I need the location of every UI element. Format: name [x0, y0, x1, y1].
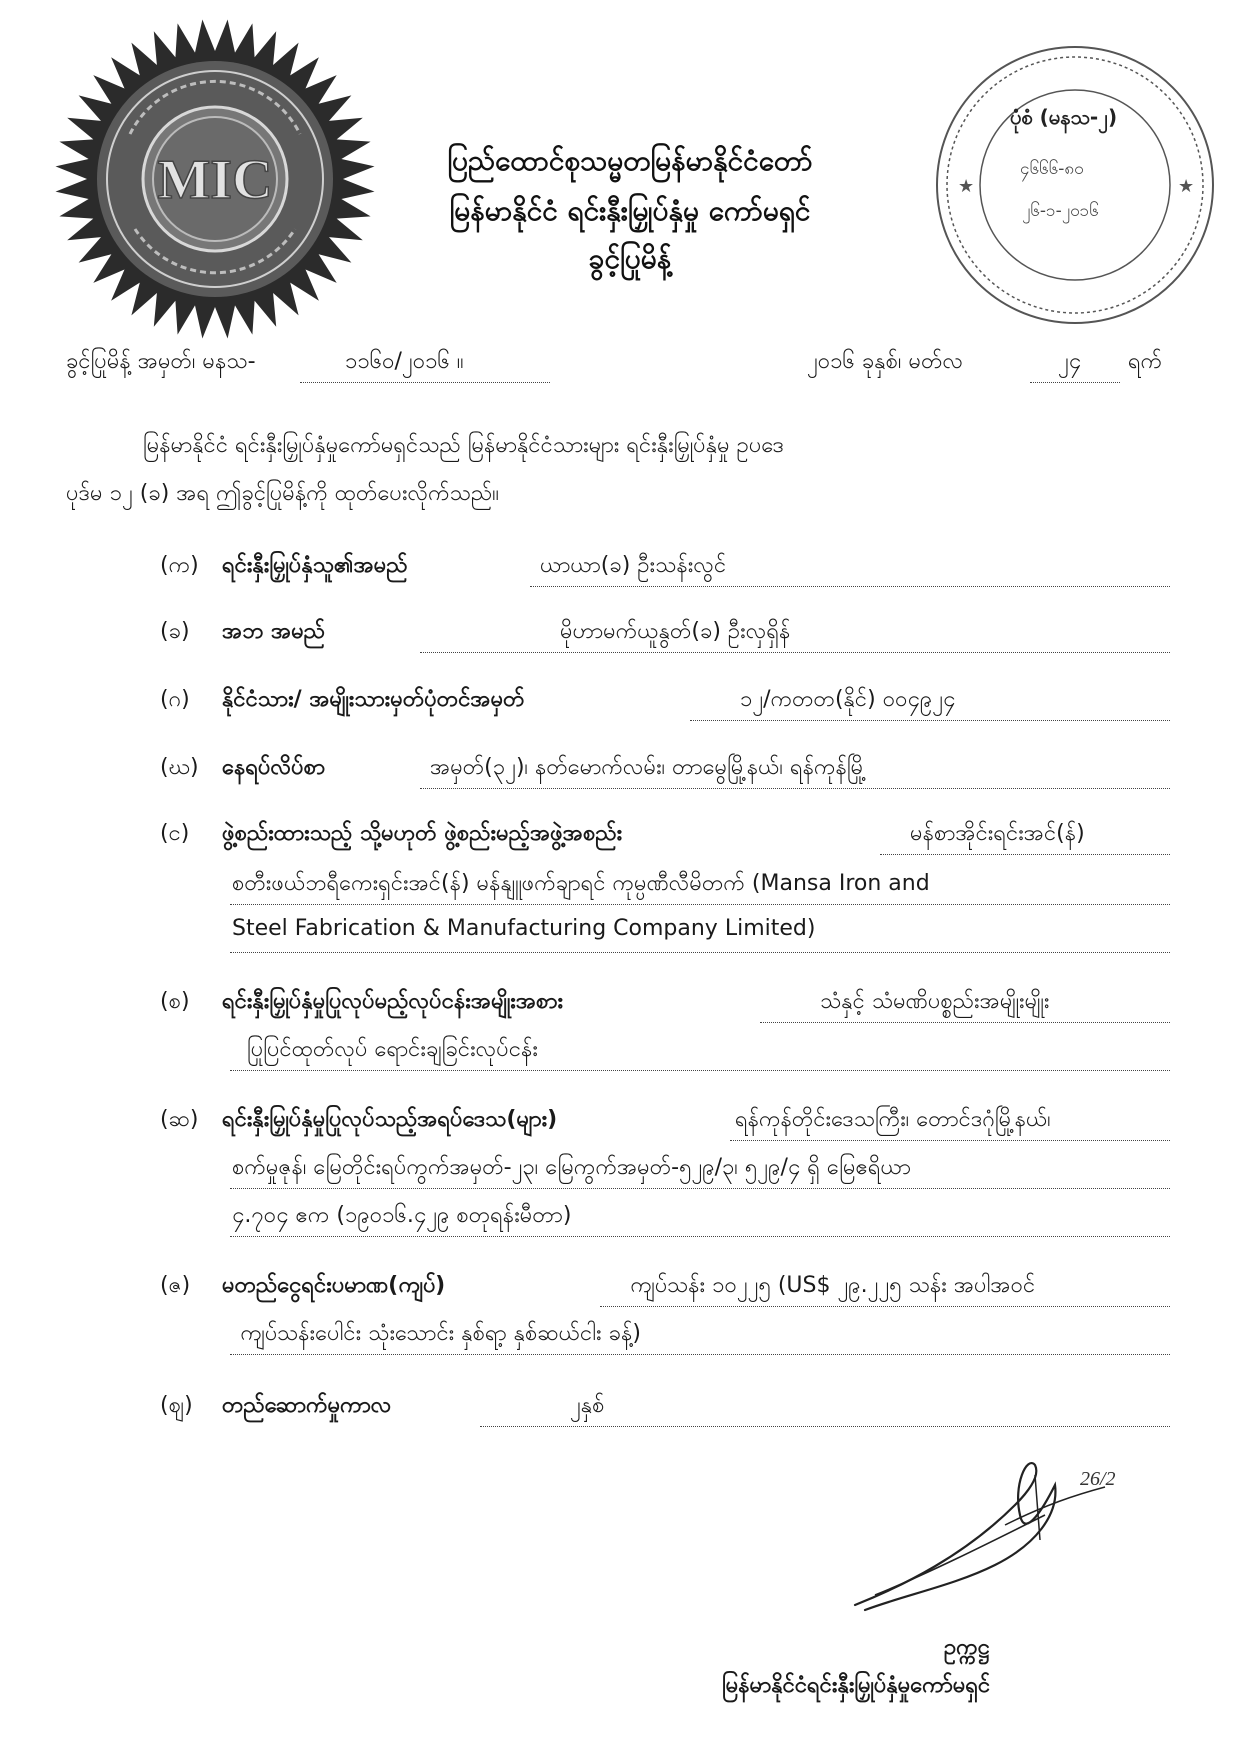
- stamp-date: ၂၆-၁-၂၀၁၆: [1022, 201, 1099, 221]
- permit-date-day: ၂၄: [1058, 349, 1082, 374]
- stamp-ref-number: ၄၆၆၆-၈၀: [1020, 159, 1084, 179]
- item-number: (စ): [160, 989, 190, 1014]
- item-label-location: ရင်းနှီးမြှုပ်နှံမှုပြုလုပ်သည့်အရပ်ဒေသ(များ): [222, 1107, 558, 1132]
- item-value-nrc: ၁၂/ကတတ(နိုင်) ၀၀၄၉၂၄: [740, 687, 956, 712]
- item-value-father-name: မိုဟာမက်ယူနွတ်(ခ) ဦးလှရှိန်: [560, 619, 791, 644]
- intro-line-2: ပုဒ်မ ၁၂ (ခ) အရ ဤခွင့်ပြုမိန့်ကို ထုတ်ပေးလိုက်သည်။: [66, 481, 499, 506]
- item-value-business-type: သံနှင့် သံမဏိပစ္စည်းအမျိုးမျိုး: [820, 989, 1050, 1014]
- signatory-title: ဥက္ကဋ္ဌ: [944, 1635, 990, 1660]
- permit-ref-value: ၁၁၆၀/၂၀၁၆ ။: [345, 349, 464, 374]
- item-value-location-line-3: ၄.၇၀၄ ဧက (၁၉၀၁၆.၄၂၉ စတုရန်းမီတာ): [232, 1203, 572, 1228]
- item-number: (က): [160, 553, 199, 578]
- seal-text: MIC: [157, 149, 273, 211]
- item-value-organization-line-3: Steel Fabrication & Manufacturing Company Limited): [232, 916, 816, 941]
- intro-line-1: မြန်မာနိုင်ငံ ရင်းနှီးမြှုပ်နှံမှုကော်မရှင်သည် မြန်မာနိုင်ငံသားများ ရင်းနှီးမြှုပ်နှံမှု ဥပဒေ: [143, 433, 784, 458]
- permit-date-suffix: ရက်: [1128, 349, 1163, 374]
- item-label-capital: မတည်ငွေရင်းပမာဏ(ကျပ်): [222, 1273, 446, 1298]
- item-number: (ဇ): [160, 1273, 191, 1298]
- item-label-business-type: ရင်းနှီးမြှုပ်နှံမှုပြုလုပ်မည့်လုပ်ငန်းအမျိုးအစား: [222, 989, 564, 1014]
- signature-mark: 26/2: [1080, 1468, 1116, 1490]
- item-label-investor-name: ရင်းနှီးမြှုပ်နှံသူ၏အမည်: [222, 553, 408, 578]
- item-value-organization: မန်စာအိုင်းရင်းအင်(န်): [910, 821, 1085, 846]
- item-value-capital-line-2: ကျပ်သန်းပေါင်း သုံးသောင်း နှစ်ရာ့ နှစ်ဆယ်ငါး ခန့်): [240, 1321, 641, 1346]
- item-value-construction-period: ၂နှစ်: [570, 1393, 605, 1418]
- item-number: (င): [160, 821, 190, 846]
- item-label-organization: ဖွဲ့စည်းထားသည့် သို့မဟုတ် ဖွဲ့စည်းမည့်အဖွဲ့အစည်း: [222, 821, 623, 846]
- item-value-location-line-2: စက်မှုဇုန်၊ မြေတိုင်းရပ်ကွက်အမှတ်-၂၃၊ မြေကွက်အမှတ်-၅၂၉/၃၊ ၅၂၉/၄ ရှိ မြေဧရိယာ: [232, 1155, 911, 1180]
- header-line-2: မြန်မာနိုင်ငံ ရင်းနှီးမြှုပ်နှံမှု ကော်မရှင်: [449, 194, 811, 227]
- stamp-form-number: ပုံစံ (မနသ-၂): [1010, 105, 1118, 129]
- permit-ref-label: ခွင့်ပြုမိန့် အမှတ်၊ မနသ-: [66, 349, 256, 374]
- item-label-construction-period: တည်ဆောက်မှုကာလ: [222, 1393, 392, 1418]
- item-label-address: နေရပ်လိပ်စာ: [222, 755, 326, 780]
- item-value-organization-line-2: စတီးဖယ်ဘရီကေးရှင်းအင်(န်) မန်နျူဖက်ချာရင် ကုမ္ပဏီလီမိတက် (Mansa Iron and: [232, 871, 930, 896]
- mic-seal-image: [50, 14, 380, 344]
- item-number: (ခ): [160, 619, 190, 644]
- header-line-1: ပြည်ထောင်စုသမ္မတမြန်မာနိုင်ငံတော်: [447, 144, 813, 177]
- handwritten-signature: [845, 1445, 1145, 1615]
- item-value-address: အမှတ်(၃၂)၊ နတ်မောက်လမ်း၊ တာမွေမြို့နယ်၊ ရန်ကုန်မြို့: [430, 755, 867, 780]
- permit-date-year: ၂၀၁၆ ခုနှစ်၊ မတ်လ: [807, 349, 964, 374]
- svg-text:★: ★: [958, 176, 975, 197]
- item-label-nrc: နိုင်ငံသား/ အမျိုးသားမှတ်ပုံတင်အမှတ်: [222, 687, 525, 712]
- item-number: (ဈ): [160, 1393, 193, 1418]
- header-line-3: ခွင့်ပြုမိန့်: [588, 242, 672, 275]
- item-label-father-name: အဘ အမည်: [222, 619, 326, 644]
- svg-text:★: ★: [1178, 176, 1195, 197]
- office-stamp: [930, 40, 1220, 330]
- item-value-investor-name: ယာယာ(ခ) ဦးသန်းလွင်: [540, 553, 727, 578]
- item-value-capital: ကျပ်သန်း ၁၀၂၂၅ (US$ ၂၉.၂၂၅ သန်း အပါအဝင်: [630, 1273, 1036, 1298]
- item-value-business-type-line-2: ပြုပြင်ထုတ်လုပ် ရောင်းချခြင်းလုပ်ငန်း: [247, 1037, 539, 1062]
- item-number: (ဃ): [160, 755, 199, 780]
- item-value-location: ရန်ကုန်တိုင်းဒေသကြီး၊ တောင်ဒဂုံမြို့နယ်၊: [735, 1107, 1051, 1132]
- item-number: (ဂ): [160, 687, 190, 712]
- signatory-organization: မြန်မာနိုင်ငံရင်းနှီးမြှုပ်နှံမှုကော်မရှင်: [722, 1673, 991, 1698]
- item-number: (ဆ): [160, 1107, 199, 1132]
